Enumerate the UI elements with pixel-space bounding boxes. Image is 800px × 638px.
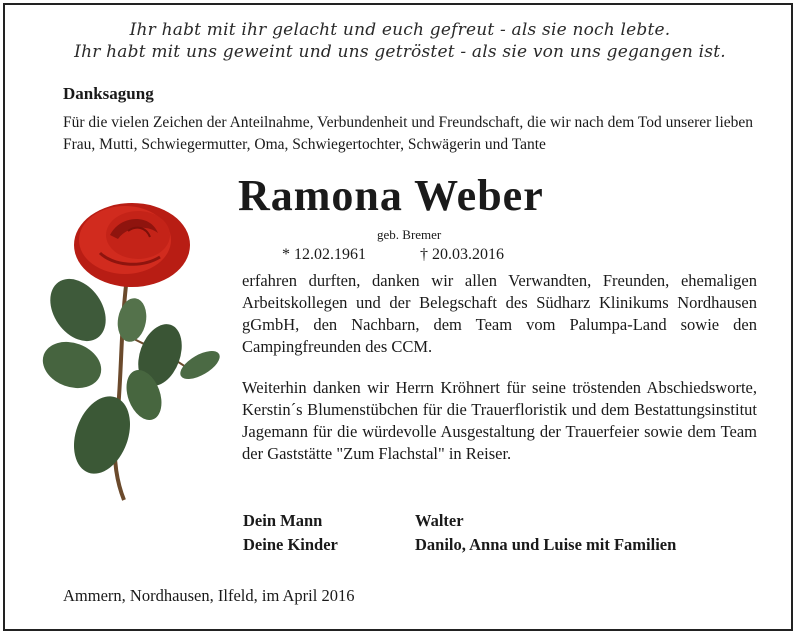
- life-dates: [282, 246, 554, 264]
- signature-role: Dein Mann: [243, 511, 323, 530]
- thanks-paragraph-1: erfahren durften, danken wir allen Verwandten, Freunden, ehemaligen Arbeitskollegen und der Belegschaft des Südharz Klinikums Nordhausen gGmbH, den Nachbarn, dem Team vom Palumpa-Land sowie den Campingfreunden des CCM.: [242, 271, 757, 356]
- thanks-paragraph-2: Weiterhin danken wir Herrn Kröhnert für seine tröstenden Abschiedsworte, Kerstin´s Blumenstübchen für die Trauerfloristik und dem Bestattungsinstitut Jagemann für die würdevolle Ausgestaltung der Trauerfeier sowie dem Team der Gaststätte "Zum Flachstal" in Reiser.: [242, 378, 757, 463]
- place-and-date: Ammern, Nordhausen, Ilfeld, im April 2016: [63, 586, 355, 605]
- intro-text: Für die vielen Zeichen der Anteilnahme, Verbundenheit und Freundschaft, die wir nach dem Tod unserer lieben Frau, Mutti, Schwiegermutter, Oma, Schwiegertochter, Schwägerin und Tante: [63, 114, 754, 153]
- signature-names: Danilo, Anna und Luise mit Familien: [415, 535, 677, 554]
- death-date: † 20.03.2016: [420, 246, 504, 263]
- birth-name: geb. Bremer: [377, 227, 442, 242]
- quote-line-1: Ihr habt mit ihr gelacht und euch gefreut - als sie noch lebte.: [129, 20, 671, 40]
- signature-names: Walter: [415, 511, 464, 530]
- quote-line-2: Ihr habt mit uns geweint und uns getröstet - als sie von uns gegangen ist.: [74, 42, 726, 62]
- rose-image: [40, 195, 230, 505]
- heading-danksagung: Danksagung: [63, 84, 154, 103]
- deceased-name: Ramona Weber: [238, 171, 544, 220]
- signature-role: Deine Kinder: [243, 535, 338, 554]
- birth-date: * 12.02.1961: [282, 246, 366, 263]
